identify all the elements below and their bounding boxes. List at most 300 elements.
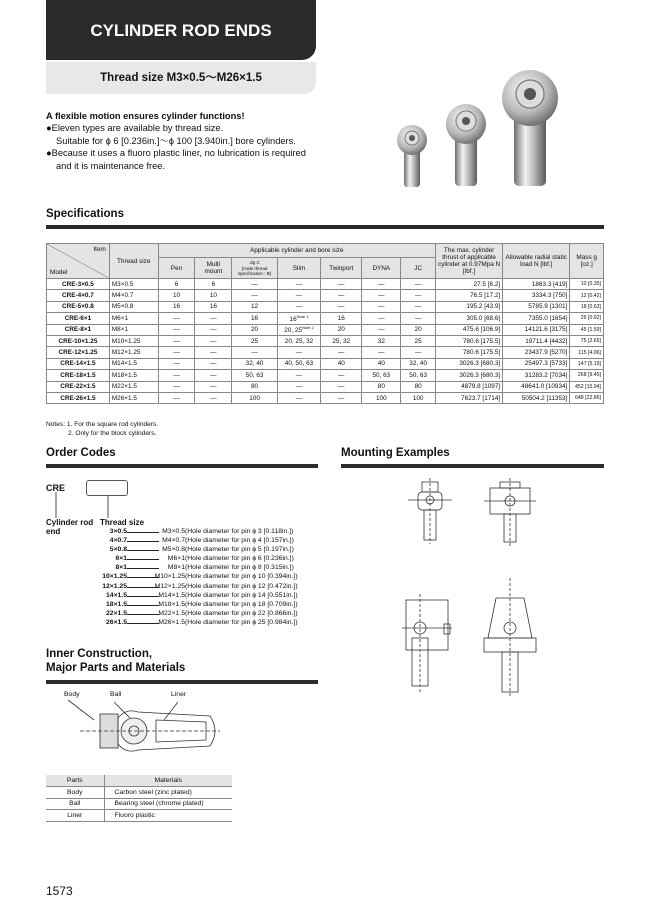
jig-c-cell [232, 290, 278, 301]
cylinder-rod-end-label: end [46, 527, 61, 536]
mass-cell-value: 268 [9.45] [577, 372, 601, 379]
mounting-examples-rule [341, 464, 604, 468]
order-code-thread: M8×1 [167, 564, 185, 572]
thread-cell [109, 290, 158, 301]
thrust-cell [436, 301, 503, 312]
order-code-prefix: CRE [46, 483, 66, 493]
jig-c-cell [232, 324, 278, 335]
thrust-cell [436, 358, 503, 369]
load-cell [503, 358, 570, 369]
load-cell-value: 7355.0 [1654] [528, 314, 568, 322]
slim-cell [277, 358, 320, 369]
load-cell-value: 14121.6 [3175] [524, 326, 568, 334]
dyna-cell-value: — [378, 314, 385, 322]
jig-c-cell-value: 100 [249, 394, 260, 402]
order-code-row [92, 591, 298, 600]
thrust-cell [436, 381, 503, 392]
thrust-cell-value: 780.6 [175.5] [462, 349, 501, 357]
mass-cell-value: 12 [0.42] [580, 292, 601, 299]
mounting-example-2 [484, 478, 536, 546]
jig-c-cell-value: — [251, 280, 258, 288]
dyna-header: DYNA [362, 258, 401, 279]
thread-cell-value: M12×1.25 [111, 349, 141, 357]
multi-mount-cell [195, 335, 232, 346]
jc-cell [401, 324, 436, 335]
spec-row [47, 370, 604, 381]
jc-cell-value: 80 [414, 383, 422, 391]
mass-cell [570, 370, 604, 381]
model-cell [47, 358, 110, 369]
materials-body [46, 787, 232, 822]
jc-cell-value: — [414, 349, 422, 357]
thrust-cell [436, 347, 503, 358]
model-cell-value: CRE-6×1 [64, 314, 92, 322]
mass-cell [570, 324, 604, 335]
load-cell [503, 392, 570, 403]
model-cell-value: CRE-18×1.5 [60, 371, 96, 379]
subtitle: Thread size M3×0.5～M26×1.5 [46, 62, 316, 94]
dyna-cell-value: 80 [377, 383, 385, 391]
thread-cell [109, 370, 158, 381]
rod-end-large [502, 70, 558, 186]
jig-c-cell-value: 16 [251, 314, 259, 322]
order-code-leader [127, 527, 185, 536]
spec-row [47, 335, 604, 346]
intro-text [46, 110, 346, 172]
load-cell [503, 324, 570, 335]
mass-cell [570, 381, 604, 392]
dyna-cell-value: — [378, 280, 385, 288]
pen-cell-value: — [173, 349, 180, 357]
model-cell [47, 381, 110, 392]
twinport-cell-value: — [338, 371, 345, 379]
load-cell-value: 23437.9 [5270] [524, 349, 568, 357]
load-cell-value: 1863.3 [419] [531, 280, 568, 288]
model-cell-value: CRE-14×1.5 [60, 360, 96, 368]
load-cell [503, 335, 570, 346]
order-code-row [92, 563, 298, 572]
dyna-cell-value: — [378, 349, 385, 357]
cylinder-rod-label: Cylinder rod [46, 518, 94, 527]
dyna-cell [362, 290, 401, 301]
jc-cell-value: — [414, 303, 422, 311]
model-cell-value: CRE-26×1.5 [60, 394, 96, 402]
slim-cell-value: — [295, 371, 303, 379]
slim-cell [277, 313, 320, 324]
specifications-rule [46, 225, 604, 229]
mounting-example-3 [402, 594, 452, 692]
slim-cell-value: 16 [289, 315, 297, 323]
spec-row [47, 279, 604, 290]
order-code-thread: M10×1.25 [154, 573, 185, 581]
slim-cell-value: 20, 25 [284, 327, 302, 335]
page-title: CYLINDER ROD ENDS [90, 21, 272, 40]
intro-lead: A flexible motion ensures cylinder functions! [46, 111, 245, 121]
twinport-cell-value: — [338, 280, 345, 288]
jig-c-header [232, 258, 278, 279]
slim-cell-value: — [295, 292, 303, 300]
slim-cell-value: — [295, 349, 303, 357]
order-code-leader [127, 572, 185, 581]
order-code-leader [127, 563, 185, 572]
twinport-cell-value: — [338, 394, 345, 402]
mass-cell-value: 147 [5.19] [577, 360, 601, 367]
slim-header: Slim [277, 258, 320, 279]
jc-cell [401, 370, 436, 381]
order-code-leader [127, 582, 185, 591]
twinport-cell-value: 16 [337, 314, 345, 322]
mass-cell-value: 75 [2.65] [580, 338, 601, 345]
load-cell-value: 50504.2 [11353] [521, 394, 568, 402]
jc-cell [401, 279, 436, 290]
load-cell [503, 381, 570, 392]
thread-cell-value: M26×1.5 [111, 394, 137, 402]
thrust-cell-value: 475.6 [106.9] [462, 326, 501, 334]
specifications-heading: Specifications [46, 208, 124, 220]
order-code-hole: (Hole diameter for pin ϕ 4 [0.157in.]) [185, 537, 294, 545]
mass-header: Mass g [oz.] [570, 244, 604, 279]
load-cell-value: 25497.3 [5733] [524, 360, 568, 368]
jc-cell-value: 20 [414, 326, 422, 334]
mounting-examples-diagram [400, 478, 560, 708]
order-code-hole: (Hole diameter for pin ϕ 3 [0.118in.]) [185, 528, 294, 535]
dyna-cell-value: — [378, 326, 385, 334]
thrust-cell [436, 335, 503, 346]
rod-end-small [397, 125, 427, 187]
order-code: 26×1.5 [106, 618, 127, 626]
thrust-cell-value: 7623.7 [1714] [461, 394, 501, 402]
model-cell-value: CRE-4×0.7 [62, 292, 94, 300]
mass-cell [570, 392, 604, 403]
order-code-leader [127, 554, 185, 563]
dyna-cell [362, 279, 401, 290]
mass-cell [570, 347, 604, 358]
jc-cell-value: 50, 63 [409, 371, 428, 379]
dyna-cell [362, 370, 401, 381]
rod-end-medium [446, 104, 486, 186]
note-marker: Note 2 [301, 325, 314, 331]
multi-mount-cell-value: 10 [209, 292, 217, 300]
pen-cell [158, 279, 195, 290]
pen-cell [158, 358, 195, 369]
jig-c-note-1: (male thread [241, 265, 268, 271]
model-cell [47, 324, 110, 335]
order-code-leader [127, 591, 185, 600]
thread-cell-value: M8×1 [111, 326, 129, 334]
pen-cell-value: — [173, 383, 180, 391]
intro-bullet-2b: and it is maintenance free. [56, 160, 166, 171]
twinport-cell-value: — [338, 303, 345, 311]
jc-cell [401, 347, 436, 358]
pen-cell-value: — [173, 337, 180, 345]
load-cell [503, 301, 570, 312]
twinport-cell [321, 335, 362, 346]
thread-cell-value: M10×1.25 [111, 337, 141, 345]
jc-cell-value: — [414, 292, 422, 300]
jig-c-cell-value: 50, 63 [245, 371, 264, 379]
multi-mount-cell-value: — [210, 383, 217, 391]
order-code: 6×1 [115, 555, 127, 563]
slim-cell-value: — [295, 383, 303, 391]
jig-c-note-2: specification : B) [237, 270, 272, 276]
twinport-cell-value: — [338, 349, 345, 357]
twinport-cell-value: — [338, 292, 345, 300]
note-2: 2. Only for the block cylinders. [68, 429, 157, 437]
product-photo [390, 62, 590, 192]
mass-cell-value: 648 [22.86] [575, 395, 601, 402]
slim-cell [277, 279, 320, 290]
multi-mount-cell [195, 313, 232, 324]
order-codes-rule [46, 464, 318, 468]
part-name: Body [46, 787, 104, 799]
mounting-example-1 [408, 478, 452, 544]
thread-cell-value: M6×1 [111, 314, 129, 322]
pen-cell-value: — [173, 394, 180, 402]
twinport-cell [321, 358, 362, 369]
model-cell-value: CRE-10×1.25 [58, 337, 98, 345]
pen-cell [158, 313, 195, 324]
specifications-table [46, 243, 604, 404]
pen-cell [158, 335, 195, 346]
note-1: Notes: 1. For the square rod cylinders. [46, 421, 159, 428]
slim-cell [277, 324, 320, 335]
order-code-row [92, 545, 298, 554]
thread-size-header: Thread size [109, 244, 158, 279]
multi-mount-cell [195, 358, 232, 369]
thrust-cell-value: 76.5 [17.2] [469, 292, 501, 300]
parts-header: Parts [46, 775, 104, 787]
mass-cell-value: 115 [4.06] [578, 349, 601, 356]
mass-cell [570, 279, 604, 290]
spec-row [47, 381, 604, 392]
order-code-leader [127, 536, 185, 545]
twinport-cell [321, 370, 362, 381]
pen-cell [158, 290, 195, 301]
order-code-row [92, 536, 298, 545]
major-parts-heading: Major Parts and Materials [46, 662, 186, 674]
jig-c-cell-value: 12 [251, 303, 259, 311]
order-code-row [92, 618, 298, 627]
multi-mount-header: Multi mount [195, 258, 232, 279]
materials-row [46, 810, 232, 822]
multi-mount-cell-value: — [210, 314, 217, 322]
inner-construction-heading: Inner Construction, [46, 648, 153, 660]
thrust-cell-value: 4879.8 [1097] [461, 383, 501, 391]
dyna-cell [362, 313, 401, 324]
mounting-example-4 [484, 578, 536, 698]
slim-cell-value: — [295, 394, 303, 402]
pen-cell-value: — [173, 360, 180, 368]
jc-cell [401, 335, 436, 346]
twinport-cell-value: 40 [337, 360, 345, 368]
load-cell [503, 370, 570, 381]
order-code: 8×1 [115, 564, 127, 572]
model-cell [47, 301, 110, 312]
model-label: Model [50, 269, 68, 276]
thrust-cell-value: 27.5 [6.2] [473, 280, 501, 288]
thread-cell [109, 335, 158, 346]
item-label: Item [93, 246, 106, 253]
load-cell [503, 279, 570, 290]
slim-cell [277, 392, 320, 403]
slim-cell [277, 301, 320, 312]
order-code-thread: M6×1 [167, 555, 185, 563]
load-cell [503, 313, 570, 324]
spec-row [47, 301, 604, 312]
thread-cell-value: M4×0.7 [111, 292, 134, 300]
dyna-cell-value: 40 [377, 360, 385, 368]
order-code-thread: M3×0.5 [162, 528, 185, 535]
load-cell-value: 19711.4 [4432] [525, 337, 568, 345]
thread-cell [109, 358, 158, 369]
twinport-cell [321, 324, 362, 335]
multi-mount-cell-value: — [210, 349, 217, 357]
jig-c-cell [232, 279, 278, 290]
mass-cell [570, 335, 604, 346]
load-cell-value: 3334.3 [750] [531, 292, 568, 300]
jig-c-cell-value: — [251, 292, 258, 300]
multi-mount-cell [195, 279, 232, 290]
thread-size-label: Thread size [100, 518, 145, 527]
jig-c-cell-value: — [251, 349, 258, 357]
jig-c-cell [232, 313, 278, 324]
page-title-bar [46, 0, 316, 60]
thread-cell [109, 381, 158, 392]
dyna-cell [362, 301, 401, 312]
model-cell-value: CRE-3×0.5 [62, 280, 94, 288]
jig-c-cell [232, 301, 278, 312]
jig-c-cell [232, 370, 278, 381]
intro-bullet-2: ●Because it uses a fluoro plastic liner, no lubrication is required [46, 148, 306, 159]
model-cell [47, 290, 110, 301]
slim-cell [277, 347, 320, 358]
dyna-cell [362, 381, 401, 392]
order-code: 5×0.8 [109, 546, 127, 554]
dyna-cell [362, 392, 401, 403]
order-code-thread: M26×1.5 [158, 618, 185, 626]
multi-mount-cell [195, 347, 232, 358]
intro-bullet-1: ●Eleven types are available by thread size. [46, 123, 224, 134]
jig-c-cell [232, 392, 278, 403]
page-number: 1573 [46, 884, 73, 898]
order-code-hole: (Hole diameter for pin ϕ 18 [0.709in.]) [185, 600, 298, 608]
applicable-cylinder-header: Applicable cylinder and bore size [158, 244, 435, 258]
jig-c-cell-value: 20 [251, 326, 259, 334]
twinport-cell-value: 25, 32 [332, 337, 351, 345]
jc-cell [401, 290, 436, 301]
pen-cell [158, 347, 195, 358]
spec-row [47, 392, 604, 403]
jc-cell [401, 392, 436, 403]
part-name: Liner [46, 810, 104, 822]
mounting-examples-heading: Mounting Examples [341, 447, 450, 459]
multi-mount-cell-value: 16 [209, 303, 217, 311]
twinport-cell [321, 301, 362, 312]
twinport-cell [321, 347, 362, 358]
twinport-cell [321, 290, 362, 301]
thread-cell [109, 301, 158, 312]
mass-cell [570, 301, 604, 312]
slim-cell [277, 381, 320, 392]
order-code-thread: M12×1.25 [154, 582, 185, 590]
order-code-hole: (Hole diameter for pin ϕ 12 [0.472in.]) [185, 582, 298, 590]
order-code-hole: (Hole diameter for pin ϕ 5 [0.197in.]) [185, 546, 294, 554]
ball-callout: Ball [110, 691, 122, 698]
mass-cell [570, 290, 604, 301]
pen-cell [158, 381, 195, 392]
order-code: 12×1.25 [102, 582, 127, 590]
multi-mount-cell [195, 290, 232, 301]
thread-cell [109, 392, 158, 403]
order-code-leader [127, 545, 185, 554]
dyna-cell [362, 335, 401, 346]
order-code-row [92, 572, 298, 581]
jc-cell [401, 313, 436, 324]
slim-cell-value: 20, 25, 32 [284, 337, 314, 345]
twinport-cell-value: 20 [337, 326, 345, 334]
order-code: 18×1.5 [106, 600, 127, 608]
jc-cell [401, 301, 436, 312]
twinport-cell-value: — [338, 383, 345, 391]
multi-mount-cell-value: — [210, 360, 217, 368]
dyna-cell-value: — [378, 303, 385, 311]
spec-row [47, 313, 604, 324]
multi-mount-cell [195, 381, 232, 392]
slim-cell-value: 40, 50, 63 [284, 360, 314, 368]
materials-table [46, 775, 232, 822]
jc-cell-value: 100 [412, 394, 424, 402]
inner-construction-rule [46, 680, 318, 684]
order-code: 3×0.5 [109, 528, 127, 535]
thrust-cell [436, 324, 503, 335]
load-cell [503, 290, 570, 301]
thread-cell-value: M14×1.5 [111, 360, 137, 368]
thrust-cell-value: 305.0 [68.6] [466, 314, 501, 322]
slim-cell [277, 290, 320, 301]
jig-c-cell [232, 335, 278, 346]
order-code-row [92, 582, 298, 591]
order-code-hole: (Hole diameter for pin ϕ 6 [0.236in.]) [185, 555, 294, 563]
model-cell [47, 370, 110, 381]
model-cell [47, 392, 110, 403]
mass-cell-value: 10 [0.35] [580, 281, 601, 288]
part-material: Fluoro plastic [104, 810, 232, 822]
order-code-hole: (Hole diameter for pin ϕ 22 [0.866in.]) [185, 609, 298, 617]
order-codes-heading: Order Codes [46, 447, 116, 459]
order-code-leader [127, 609, 185, 618]
twinport-cell [321, 313, 362, 324]
thread-cell-value: M18×1.5 [111, 371, 137, 379]
jc-header: JC [401, 258, 436, 279]
jc-cell-value: — [414, 280, 422, 288]
thrust-cell [436, 290, 503, 301]
jig-c-cell [232, 347, 278, 358]
load-cell-value: 5785.9 [1301] [528, 303, 568, 311]
thread-cell-value: M3×0.5 [111, 280, 134, 288]
order-code-row [92, 600, 298, 609]
jc-cell-value: 25 [414, 337, 422, 345]
jc-cell [401, 381, 436, 392]
thread-cell-value: M5×0.8 [111, 303, 134, 311]
mass-cell [570, 358, 604, 369]
model-cell [47, 313, 110, 324]
pen-cell [158, 370, 195, 381]
liner-callout: Liner [171, 691, 187, 698]
multi-mount-cell-value: — [210, 371, 217, 379]
dyna-cell [362, 324, 401, 335]
multi-mount-cell-value: — [210, 326, 217, 334]
intro-bullet-1b: Suitable for ϕ 6 [0.236in.]～ϕ 100 [3.940in.] bore cylinders. [56, 135, 296, 146]
